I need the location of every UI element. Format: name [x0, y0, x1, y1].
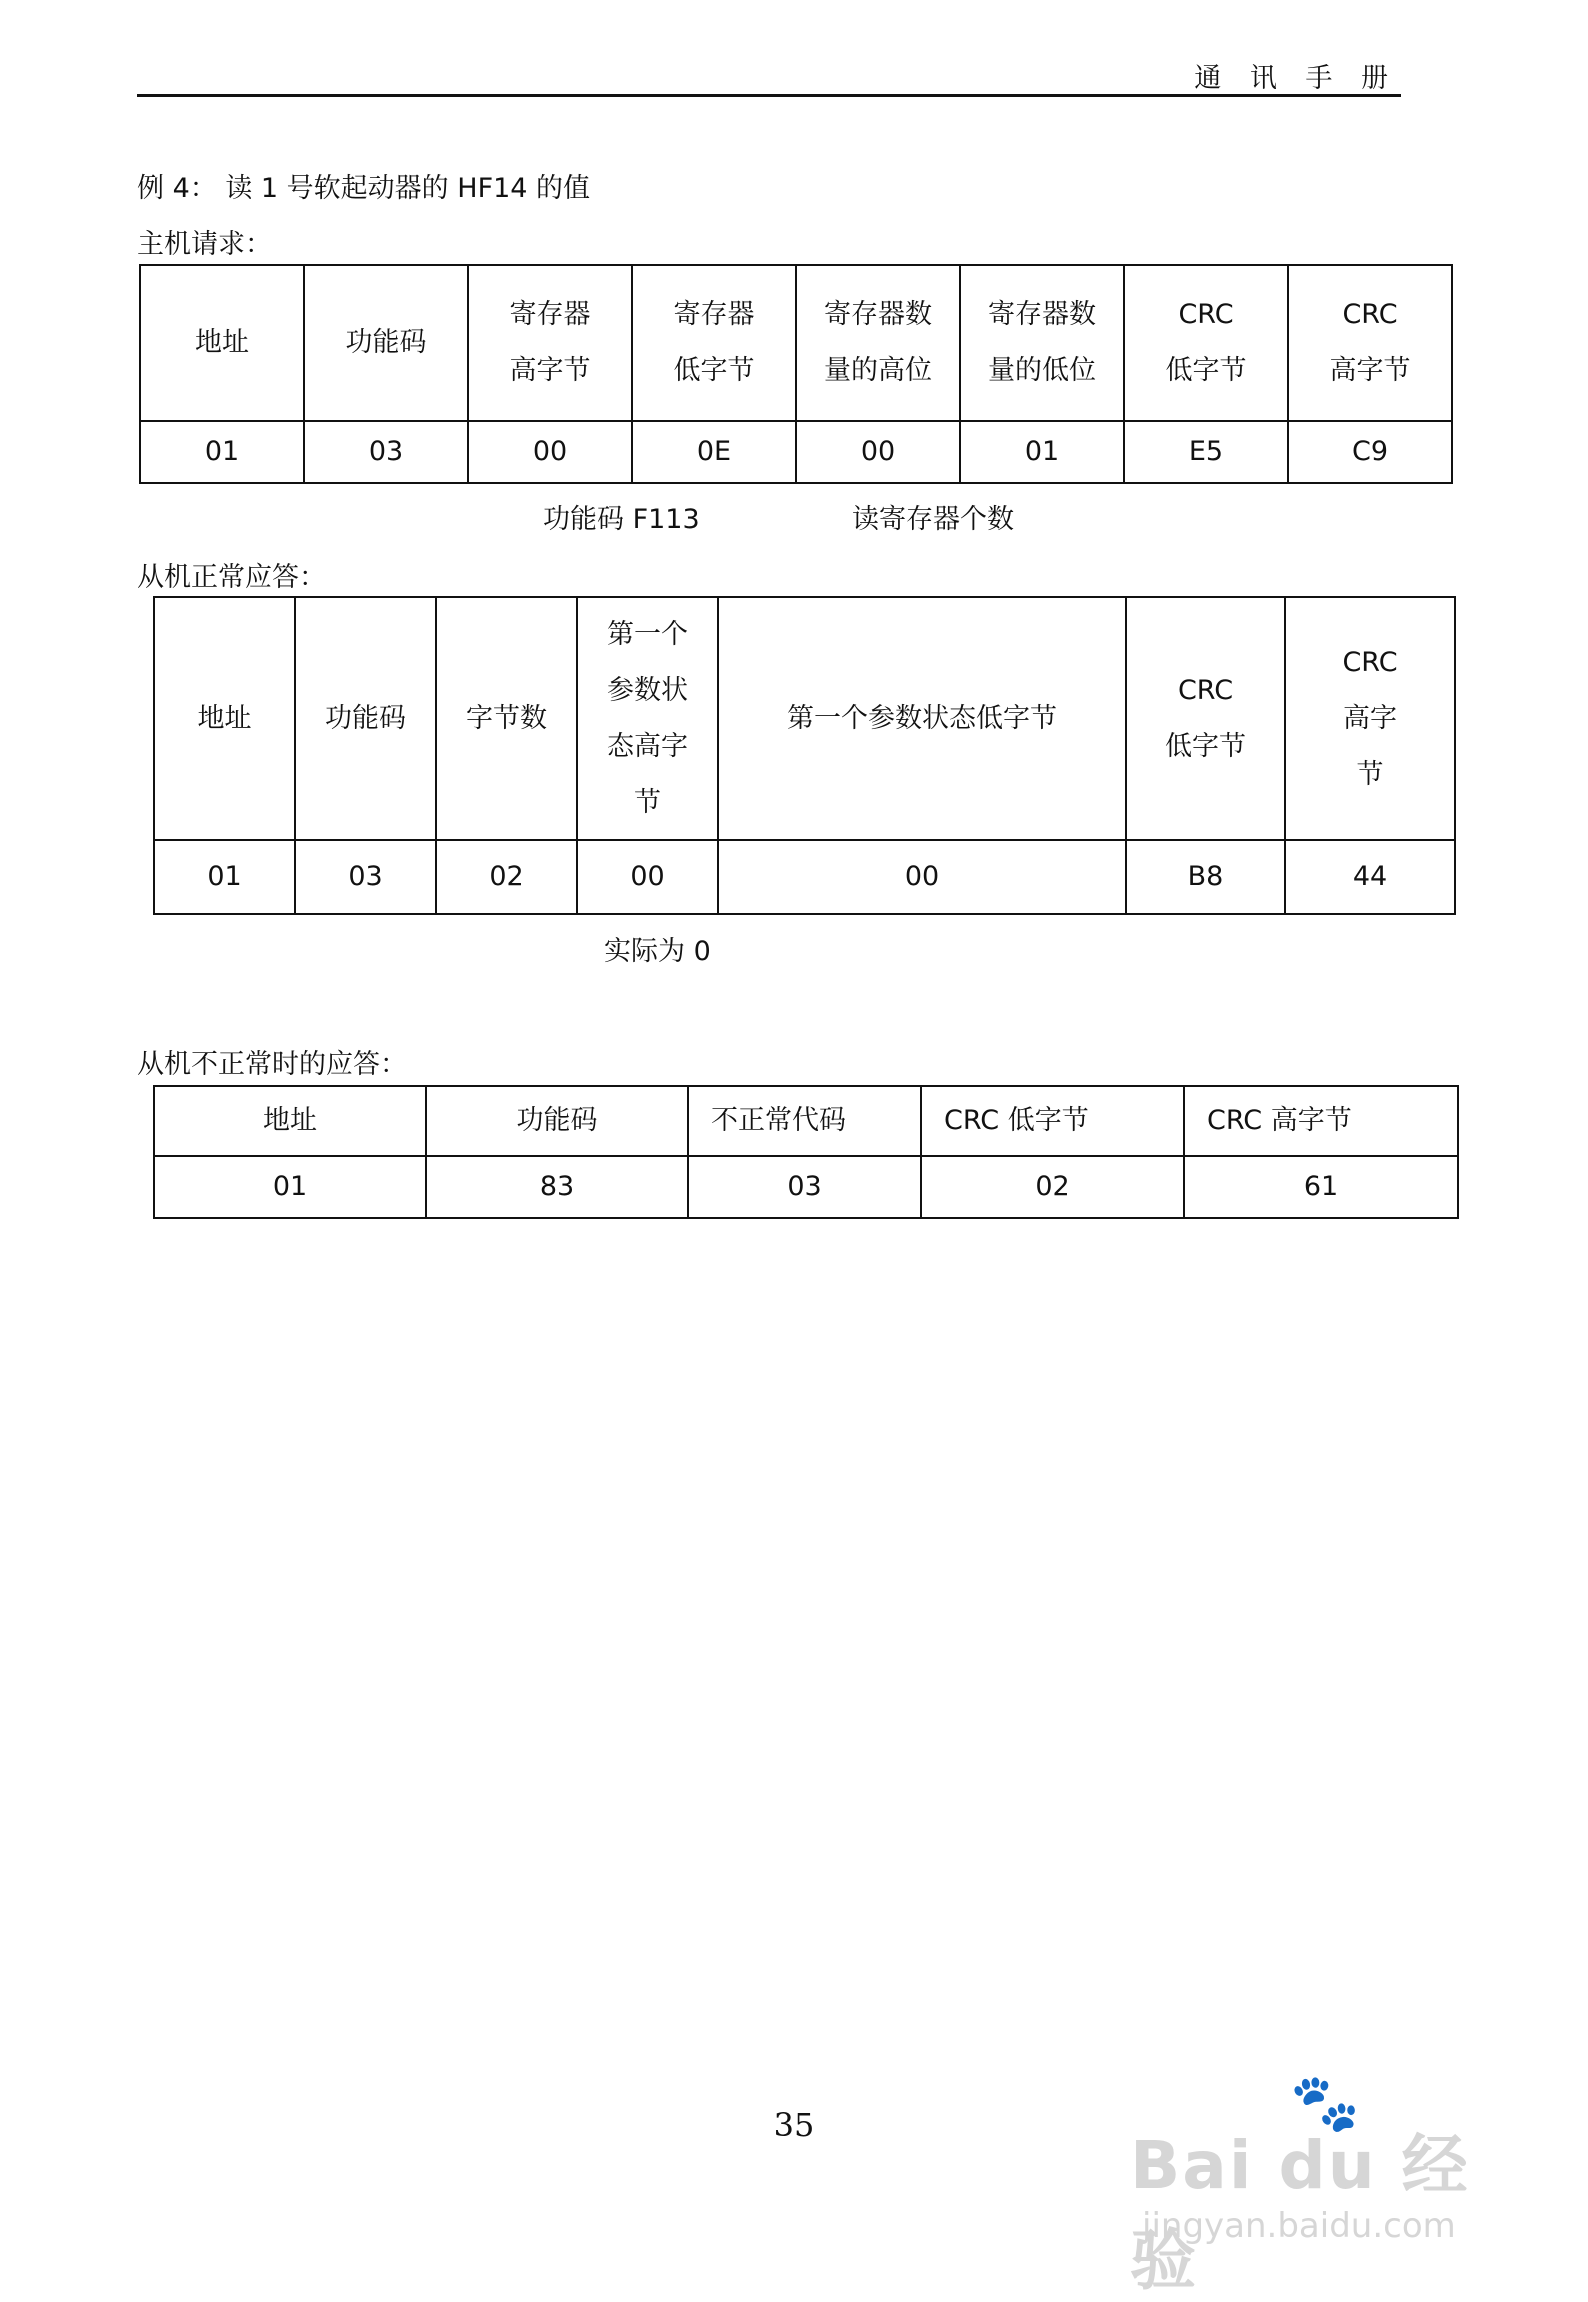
request-value-cell: 01	[960, 421, 1124, 483]
page-number: 35	[773, 2106, 815, 2144]
request-table	[139, 264, 1453, 484]
error-header-cell: 不正常代码	[688, 1086, 921, 1156]
error-header-cell: 功能码	[426, 1086, 688, 1156]
note-function-code: 功能码 F113	[543, 504, 700, 535]
normal-header-cell: 字节数	[436, 597, 577, 840]
normal-value-cell: 03	[295, 840, 436, 914]
normal-header-cell: 第一个参数状态低字节	[718, 597, 1126, 840]
request-header-cell: 寄存器数 量的高位	[796, 265, 960, 421]
request-header-cell: 地址	[140, 265, 304, 421]
request-header-cell: 寄存器 高字节	[468, 265, 632, 421]
error-header-row	[154, 1086, 1458, 1156]
request-header-cell: 寄存器数 量的低位	[960, 265, 1124, 421]
watermark-url: jingyan.baidu.com	[1142, 2206, 1456, 2246]
normal-header-cell: 第一个 参数状 态高字 节	[577, 597, 718, 840]
request-header-cell: 功能码	[304, 265, 468, 421]
error-value-cell: 03	[688, 1156, 921, 1218]
request-value-cell: 00	[468, 421, 632, 483]
normal-header-cell: CRC 低字节	[1126, 597, 1285, 840]
error-header-cell: 地址	[154, 1086, 426, 1156]
request-value-cell: C9	[1288, 421, 1452, 483]
normal-header-row	[154, 597, 1455, 840]
request-value-cell: E5	[1124, 421, 1288, 483]
request-value-cell: 00	[796, 421, 960, 483]
request-value-cell: 0E	[632, 421, 796, 483]
normal-header-cell: 地址	[154, 597, 295, 840]
normal-value-cell: 02	[436, 840, 577, 914]
paw-icon: 🐾	[1290, 2071, 1360, 2136]
header-title: 通 讯 手 册	[1194, 63, 1398, 94]
normal-response-heading: 从机正常应答：	[137, 562, 326, 593]
error-header-cell: CRC 低字节	[921, 1086, 1184, 1156]
note-register-count: 读寄存器个数	[852, 504, 1014, 535]
error-value-cell: 61	[1184, 1156, 1458, 1218]
normal-value-cell: B8	[1126, 840, 1285, 914]
normal-value-cell: 00	[577, 840, 718, 914]
normal-header-cell: CRC 高字 节	[1285, 597, 1455, 840]
request-header-cell: 寄存器 低字节	[632, 265, 796, 421]
request-value-cell: 01	[140, 421, 304, 483]
normal-header-cell: 功能码	[295, 597, 436, 840]
watermark-brand: Bai du 经验	[1130, 2127, 1470, 2299]
request-header-cell: CRC 低字节	[1124, 265, 1288, 421]
request-value-cell: 03	[304, 421, 468, 483]
normal-value-cell: 00	[718, 840, 1126, 914]
example-title: 例 4： 读 1 号软起动器的 HF14 的值	[137, 173, 591, 204]
note-actual-value: 实际为 0	[604, 936, 711, 967]
request-value-row	[140, 421, 1452, 483]
error-response-table	[153, 1085, 1459, 1219]
request-heading: 主机请求：	[137, 229, 272, 260]
error-header-cell: CRC 高字节	[1184, 1086, 1458, 1156]
normal-value-row	[154, 840, 1455, 914]
normal-value-cell: 44	[1285, 840, 1455, 914]
error-response-heading: 从机不正常时的应答：	[137, 1049, 407, 1080]
error-value-cell: 83	[426, 1156, 688, 1218]
error-value-row	[154, 1156, 1458, 1218]
error-value-cell: 01	[154, 1156, 426, 1218]
header-rule	[137, 94, 1401, 97]
error-value-cell: 02	[921, 1156, 1184, 1218]
normal-value-cell: 01	[154, 840, 295, 914]
request-header-row	[140, 265, 1452, 421]
watermark	[1130, 2070, 1520, 2299]
normal-response-table	[153, 596, 1456, 915]
request-header-cell: CRC 高字节	[1288, 265, 1452, 421]
